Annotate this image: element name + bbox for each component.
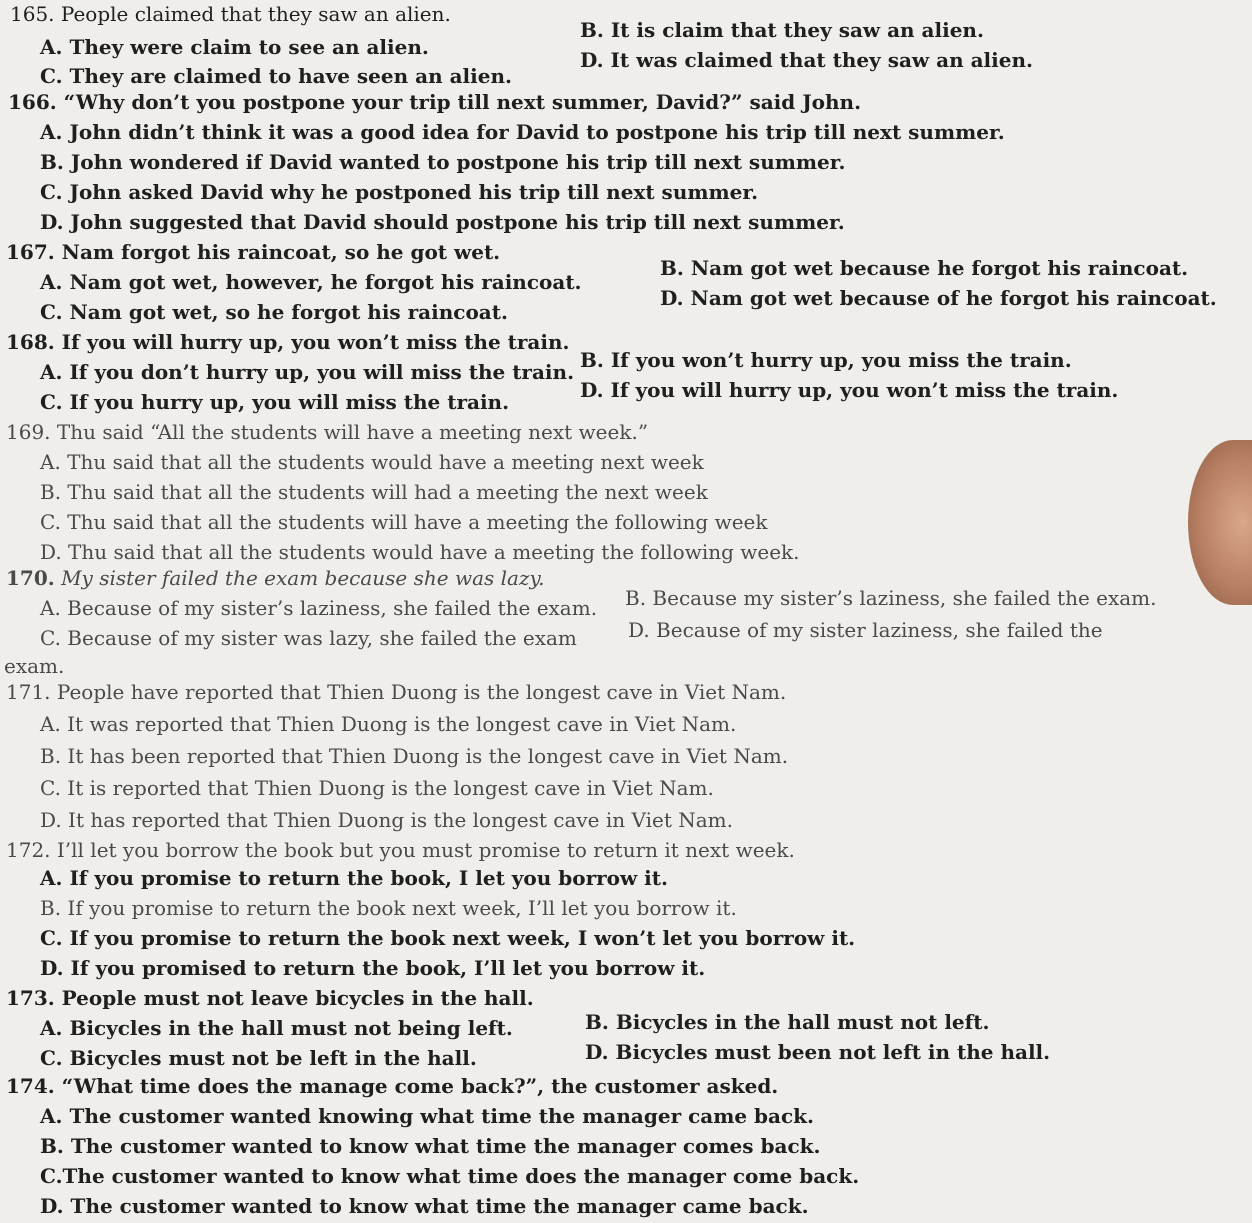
question-173-option-b: B. Bicycles in the hall must not left.	[585, 1010, 990, 1034]
question-168-stem: 168. If you will hurry up, you won’t miss the train.	[6, 330, 570, 354]
question-165-option-b: B. It is claim that they saw an alien.	[580, 18, 984, 42]
question-173-option-d: D. Bicycles must been not left in the hall.	[585, 1040, 1051, 1064]
question-168-option-a: A. If you don’t hurry up, you will miss the train.	[40, 360, 575, 384]
question-172-stem: 172. I’ll let you borrow the book but you must promise to return it next week.	[6, 838, 795, 862]
question-173-stem: 173. People must not leave bicycles in the hall.	[6, 986, 534, 1010]
question-168-option-b: B. If you won’t hurry up, you miss the train.	[580, 348, 1072, 372]
question-172-option-a: A. If you promise to return the book, I let you borrow it.	[40, 866, 668, 890]
question-171-option-b: B. It has been reported that Thien Duong is the longest cave in Viet Nam.	[40, 744, 789, 768]
thumb-photo-artifact	[1188, 440, 1252, 605]
question-169-option-a: A. Thu said that all the students would have a meeting next week	[40, 450, 704, 474]
question-169-stem: 169. Thu said “All the students will have a meeting next week.”	[6, 420, 649, 444]
question-170-text: My sister failed the exam because she was lazy.	[61, 566, 545, 590]
question-174-stem: 174. “What time does the manage come back?”, the customer asked.	[6, 1074, 779, 1098]
question-173-option-c: C. Bicycles must not be left in the hall.	[40, 1046, 477, 1070]
question-167-option-c: C. Nam got wet, so he forgot his raincoat.	[40, 300, 508, 324]
question-172-option-d: D. If you promised to return the book, I’ll let you borrow it.	[40, 956, 706, 980]
question-167-option-a: A. Nam got wet, however, he forgot his raincoat.	[40, 270, 582, 294]
question-170-option-d: D. Because of my sister laziness, she failed the	[628, 618, 1103, 642]
question-166-option-a: A. John didn’t think it was a good idea for David to postpone his trip till next summer.	[40, 120, 1005, 144]
question-171-option-a: A. It was reported that Thien Duong is the longest cave in Viet Nam.	[40, 712, 737, 736]
question-173-option-a: A. Bicycles in the hall must not being left.	[40, 1016, 513, 1040]
question-167-option-b: B. Nam got wet because he forgot his raincoat.	[660, 256, 1189, 280]
question-170-option-a: A. Because of my sister’s laziness, she failed the exam.	[40, 596, 598, 620]
question-165-stem: 165. People claimed that they saw an alien.	[10, 2, 451, 26]
question-174-option-d: D. The customer wanted to know what time the manager came back.	[40, 1194, 809, 1218]
question-165-option-d: D. It was claimed that they saw an alien.	[580, 48, 1033, 72]
question-171-option-d: D. It has reported that Thien Duong is the longest cave in Viet Nam.	[40, 808, 733, 832]
question-166-option-b: B. John wondered if David wanted to postpone his trip till next summer.	[40, 150, 846, 174]
question-170-option-d-wrap: exam.	[4, 654, 65, 678]
question-168-option-c: C. If you hurry up, you will miss the train.	[40, 390, 510, 414]
question-165-option-a: A. They were claim to see an alien.	[40, 35, 429, 59]
question-170-option-b: B. Because my sister’s laziness, she failed the exam.	[625, 586, 1157, 610]
question-170-number: 170.	[6, 566, 55, 590]
question-165-option-c: C. They are claimed to have seen an alien.	[40, 64, 512, 88]
question-169-option-c: C. Thu said that all the students will have a meeting the following week	[40, 510, 768, 534]
question-172-option-c: C. If you promise to return the book next week, I won’t let you borrow it.	[40, 926, 856, 950]
question-171-option-c: C. It is reported that Thien Duong is the longest cave in Viet Nam.	[40, 776, 714, 800]
question-172-option-b: B. If you promise to return the book next week, I’ll let you borrow it.	[40, 896, 737, 920]
question-166-option-d: D. John suggested that David should postpone his trip till next summer.	[40, 210, 845, 234]
question-174-option-c: C.The customer wanted to know what time does the manager come back.	[40, 1164, 860, 1188]
question-169-option-d: D. Thu said that all the students would have a meeting the following week.	[40, 540, 800, 564]
question-170-option-c: C. Because of my sister was lazy, she failed the exam	[40, 626, 577, 650]
question-174-option-b: B. The customer wanted to know what time the manager comes back.	[40, 1134, 821, 1158]
question-167-option-d: D. Nam got wet because of he forgot his raincoat.	[660, 286, 1217, 310]
question-168-option-d: D. If you will hurry up, you won’t miss the train.	[580, 378, 1119, 402]
question-167-stem: 167. Nam forgot his raincoat, so he got wet.	[6, 240, 501, 264]
question-166-option-c: C. John asked David why he postponed his trip till next summer.	[40, 180, 759, 204]
question-174-option-a: A. The customer wanted knowing what time the manager came back.	[40, 1104, 814, 1128]
question-170-stem	[6, 566, 544, 590]
question-169-option-b: B. Thu said that all the students will had a meeting the next week	[40, 480, 708, 504]
question-171-stem: 171. People have reported that Thien Duong is the longest cave in Viet Nam.	[6, 680, 787, 704]
question-166-stem: 166. “Why don’t you postpone your trip till next summer, David?” said John.	[8, 90, 862, 114]
